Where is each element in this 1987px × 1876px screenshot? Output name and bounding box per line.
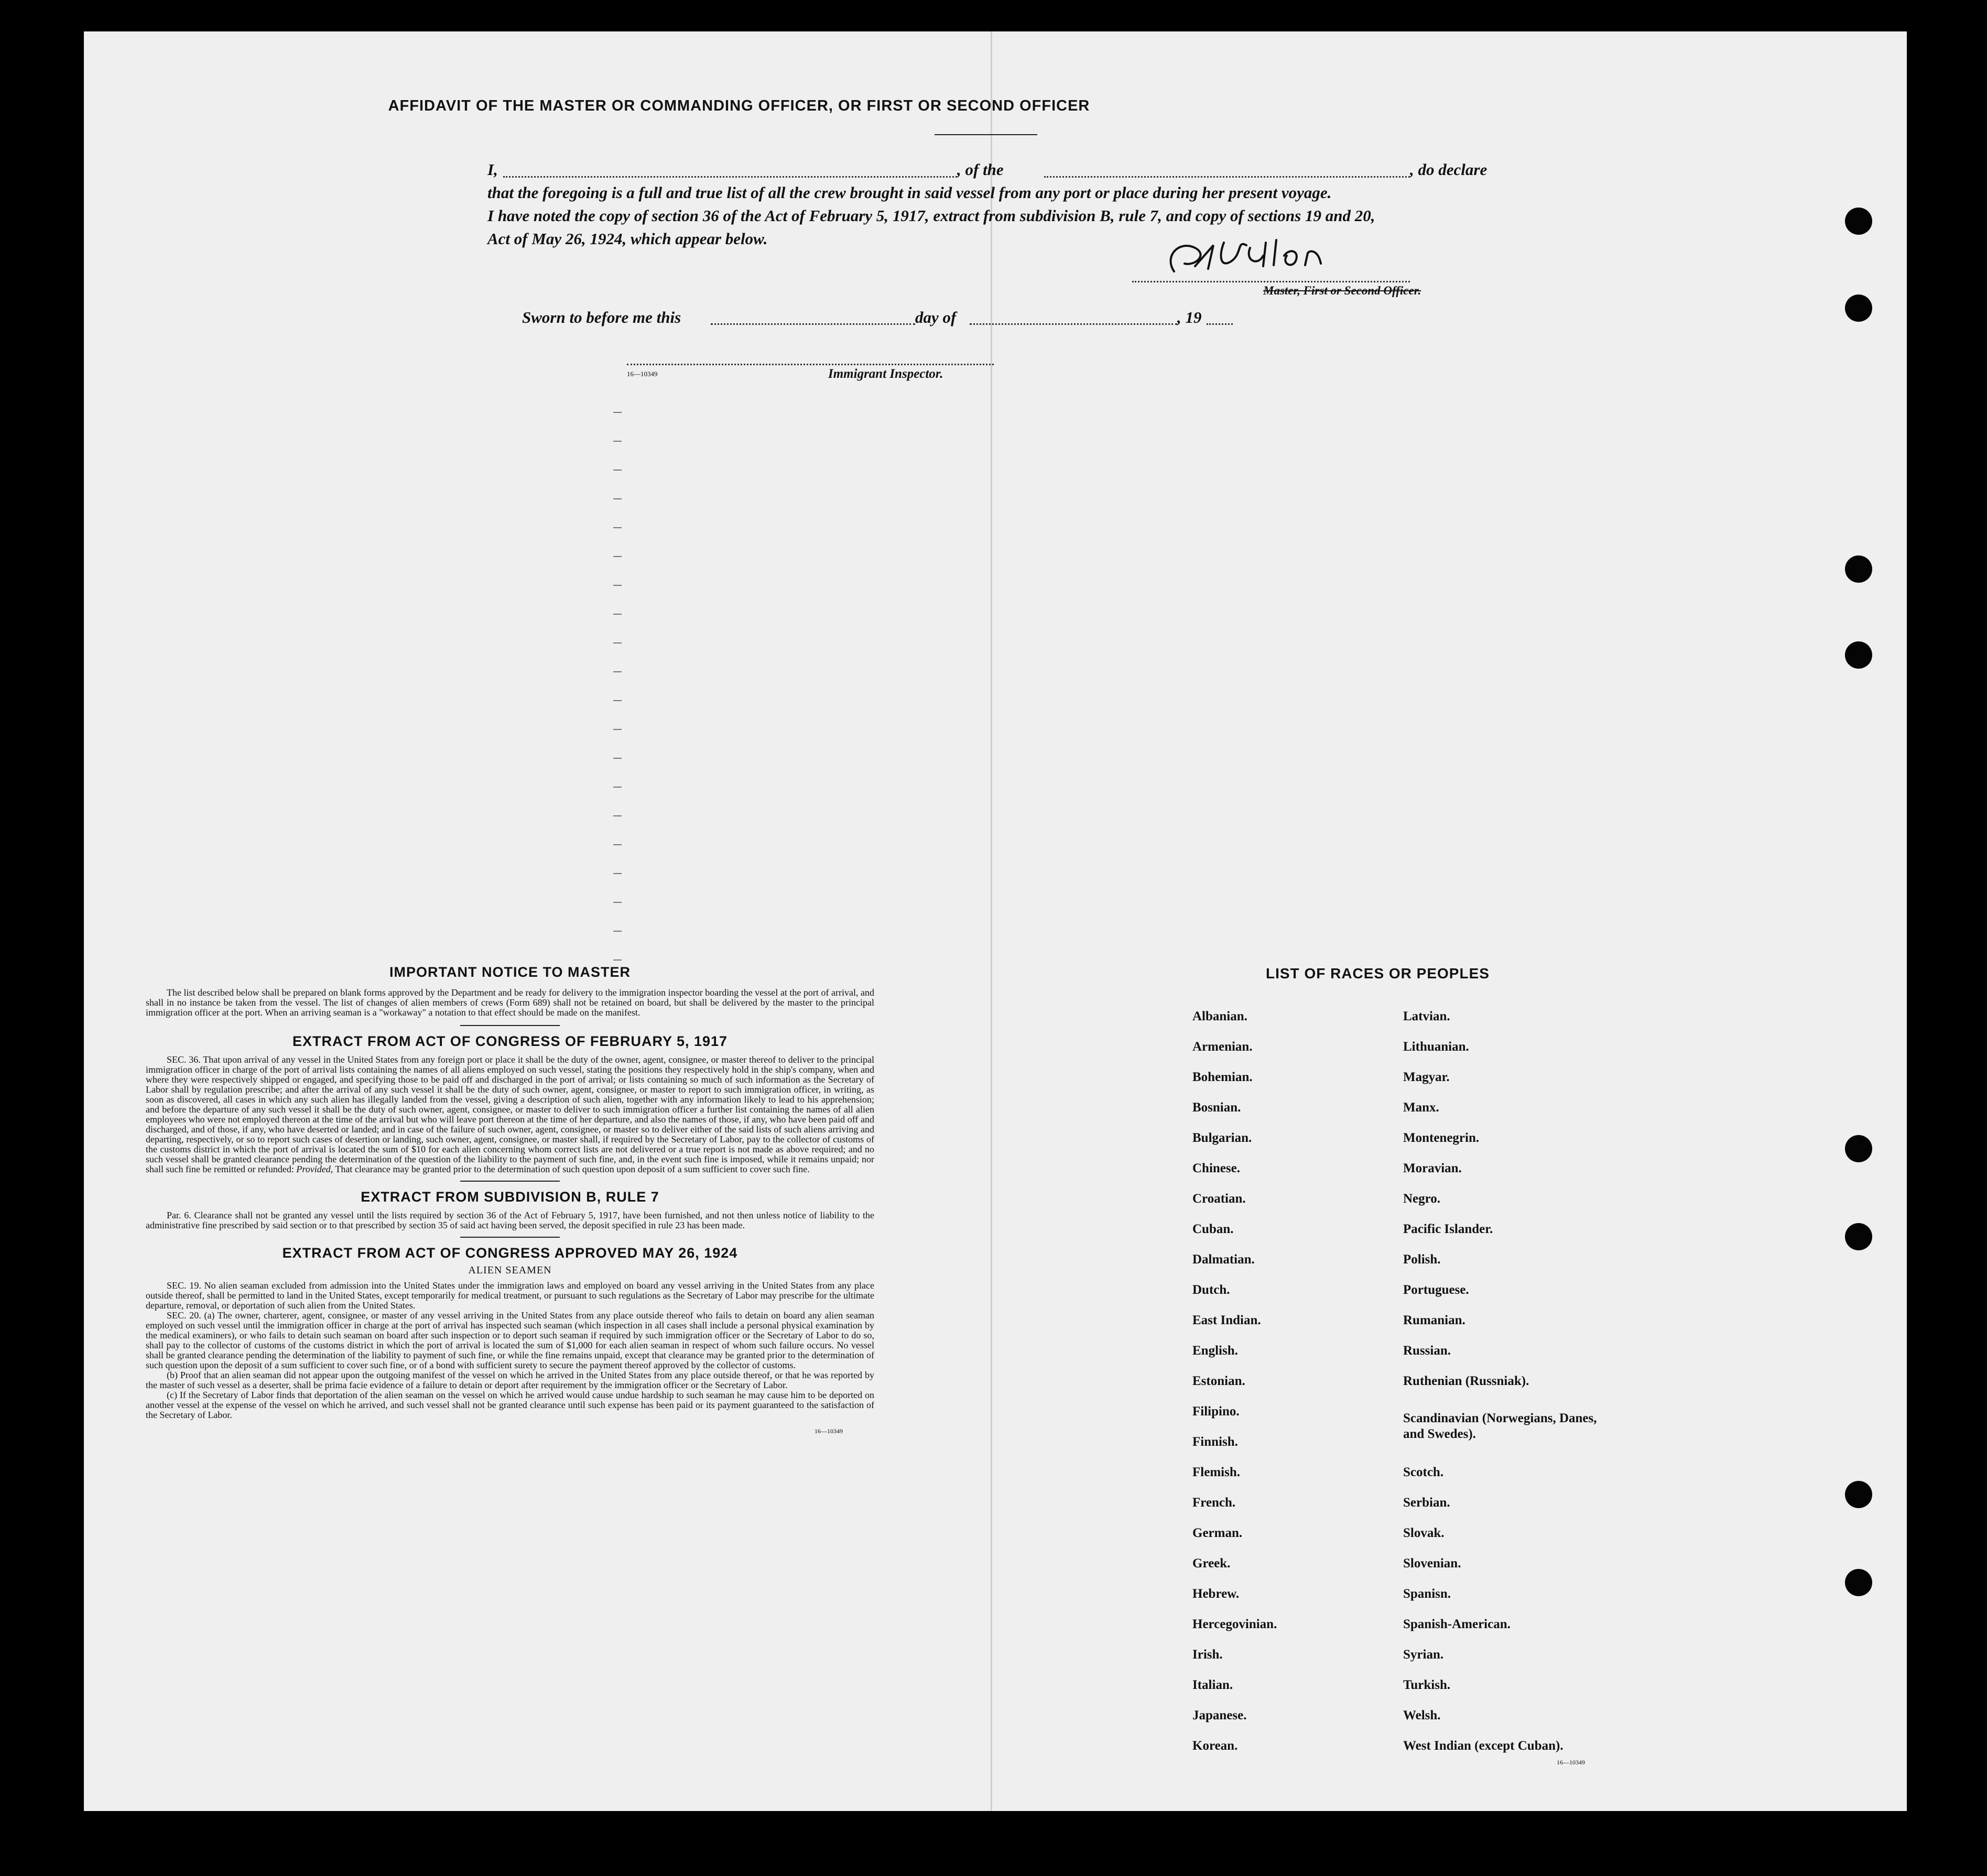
race-item: West Indian (except Cuban). xyxy=(1403,1739,1563,1753)
race-item: Albanian. xyxy=(1192,1009,1247,1023)
section-rule xyxy=(460,1237,560,1238)
inspector-caption: Immigrant Inspector. xyxy=(828,367,943,381)
race-item: German. xyxy=(1192,1526,1243,1540)
race-item: Lithuanian. xyxy=(1403,1040,1469,1054)
race-item: Spanish-American. xyxy=(1403,1617,1511,1631)
race-item: Pacific Islander. xyxy=(1403,1222,1493,1236)
affidavit-i-label: I, xyxy=(487,160,498,179)
extract-1917-title: EXTRACT FROM ACT OF CONGRESS OF FEBRUARY 5, 1917 xyxy=(292,1033,728,1049)
punch-hole xyxy=(1845,641,1872,669)
column-tick xyxy=(613,815,622,816)
race-item: Negro. xyxy=(1403,1192,1441,1206)
extract-1924-sec20b: (b) Proof that an alien seaman did not appear upon the outgoing manifest of the vessel on which he arrived in the United States from any place outside thereof, or that he was reported by the master of such vessel as a deserter, shall be prima facie evidence of a failure to detain or deport after requirement by the immigration officer or the Secretary of Labor. xyxy=(146,1370,874,1390)
column-tick xyxy=(613,959,622,961)
races-form-number: 16—10349 xyxy=(1557,1759,1585,1766)
column-tick xyxy=(613,787,622,788)
column-tick xyxy=(613,585,622,586)
race-item: Ruthenian (Russniak). xyxy=(1403,1374,1529,1388)
sworn-day-blank xyxy=(711,323,915,325)
extract-1917-text-end: That clearance may be granted prior to the determination of such question upon deposit of a sum sufficient to cover such fine. xyxy=(335,1164,810,1174)
race-item: Polish. xyxy=(1403,1252,1441,1267)
sworn-year-blank xyxy=(1207,323,1233,325)
race-item: Dalmatian. xyxy=(1192,1252,1255,1267)
race-item: Bulgarian. xyxy=(1192,1131,1252,1145)
signature-caption: Master, First or Second Officer. xyxy=(1263,284,1421,297)
race-item: French. xyxy=(1192,1496,1236,1510)
race-item: Finnish. xyxy=(1192,1435,1238,1449)
extract-1917-text: SEC. 36. That upon arrival of any vessel in the United States from any foreign port or place it shall be the duty of the owner, agent, consignee, or master thereof to deliver to the principal immigration officer in charge of the port of arrival lists containing the names of all aliens employed on such vessel, stating the positions they respectively hold in the ship's company, when and where they were respectively shipped or engaged, and specifying those to be paid off and discharged in the port of arrival; or lists containing so much of such information as the Secretary of Labor shall by regulation prescribe; and after the arrival of any such vessel it shall be the duty of such owner, agent, consignee, or master to report to such immigration officer, in writing, as soon as discovered, all cases in which any such alien has illegally landed from the vessel, giving a description of such alien, together with any information likely to lead to his apprehension; and before the departure of any such vessel it shall be the duty of such owner, agent, consignee, or master to deliver to such immigration officer a further list containing the names of all alien employees who were not employed thereon at the time of the arrival but who will leave port thereon at the time of her departure, and also the names of those, if any, who have been paid off and discharged, and of those, if any, who have deserted or landed; and in case of the failure of such owner, agent, consignee, or master so to deliver either of the said lists of such aliens arriving and departing, respectively, or so to report such cases of desertion or landing, such owner, agent, consignee, or master shall, if required by the Secretary of Labor, pay to the collector of customs of the customs district in which the port of arrival is located the sum of $10 for each alien concerning whom correct lists are not delivered or a true report is not made as above required; and no such vessel shall be granted clearance pending the determination of the question of the liability to the payment of such fine, and, in the event such fine is imposed, while it remains unpaid; nor shall such fine be remitted or refunded: xyxy=(146,1054,874,1174)
affidavit-line-2: that the foregoing is a full and true list of all the crew brought in said vessel from any port or place during her present voyage. xyxy=(487,183,1332,202)
race-item: Korean. xyxy=(1192,1739,1238,1753)
affidavit-do-declare: , do declare xyxy=(1410,160,1487,179)
column-tick xyxy=(613,614,622,615)
extract-rule7-body: Par. 6. Clearance shall not be granted any vessel until the lists required by section 36 of the Act of February 5, 1917, have been furnished, and not then unless notice of liability to the administrative fine prescribed by said section or to that prescribed by section 35 of said act having been served, the deposit specified in rule 23 has been made. xyxy=(146,1210,874,1230)
extract-1917-body xyxy=(146,1055,874,1174)
name-blank xyxy=(503,176,957,178)
race-item: Magyar. xyxy=(1403,1070,1450,1084)
document-page xyxy=(84,31,1907,1811)
column-tick xyxy=(613,412,622,413)
race-item: Turkish. xyxy=(1403,1678,1451,1692)
affidavit-line-3: I have noted the copy of section 36 of the Act of February 5, 1917, extract from subdivision B, rule 7, and copy of sections 19 and 20, xyxy=(487,206,1375,225)
column-tick xyxy=(613,700,622,701)
handwritten-signature xyxy=(1158,224,1378,282)
race-item: Slovenian. xyxy=(1403,1556,1461,1570)
column-tick xyxy=(613,527,622,528)
extract-1924-subtitle: ALIEN SEAMEN xyxy=(468,1264,552,1276)
race-item: Serbian. xyxy=(1403,1496,1450,1510)
column-tick xyxy=(613,498,622,499)
race-item: Latvian. xyxy=(1403,1009,1450,1023)
race-item: Scotch. xyxy=(1403,1465,1444,1479)
race-item: Bosnian. xyxy=(1192,1100,1241,1115)
race-item: Slovak. xyxy=(1403,1526,1445,1540)
race-item: Spanisn. xyxy=(1403,1587,1451,1601)
column-tick xyxy=(613,470,622,471)
affidavit-title: AFFIDAVIT OF THE MASTER OR COMMANDING OFFICER, OR FIRST OR SECOND OFFICER xyxy=(388,97,1090,114)
fold-line xyxy=(991,31,992,1811)
punch-hole xyxy=(1845,1223,1872,1250)
race-item: Montenegrin. xyxy=(1403,1131,1480,1145)
race-item: English. xyxy=(1192,1344,1238,1358)
race-item: Estonian. xyxy=(1192,1374,1245,1388)
section-rule xyxy=(460,1181,560,1182)
extract-1924-title: EXTRACT FROM ACT OF CONGRESS APPROVED MAY 26, 1924 xyxy=(282,1245,738,1261)
column-tick xyxy=(613,556,622,557)
affidavit-of-the: , of the xyxy=(957,160,1004,179)
sworn-label: Sworn to before me this xyxy=(522,308,681,326)
extract-1924-sec20c: (c) If the Secretary of Labor finds that deportation of the alien seaman on the vessel on which he arrived would cause undue hardship to such seaman he may cause him to be deported on another vessel at the expense of the vessel on which he arrived, and such vessel shall not be granted clearance until such expense has been paid or its payment guaranteed to the satisfaction of the Secretary of Labor. xyxy=(146,1390,874,1420)
punch-hole xyxy=(1845,555,1872,583)
race-item: Portuguese. xyxy=(1403,1283,1469,1297)
race-item: Flemish. xyxy=(1192,1465,1240,1479)
column-tick xyxy=(613,642,622,643)
race-item: East Indian. xyxy=(1192,1313,1261,1327)
punch-hole xyxy=(1845,1481,1872,1508)
race-item: Russian. xyxy=(1403,1344,1451,1358)
race-item: Rumanian. xyxy=(1403,1313,1465,1327)
race-item: Dutch. xyxy=(1192,1283,1230,1297)
section-rule xyxy=(460,1025,560,1026)
vessel-blank xyxy=(1044,176,1410,178)
race-item: Greek. xyxy=(1192,1556,1231,1570)
inspector-line xyxy=(627,364,994,365)
legal-notices xyxy=(146,964,874,1435)
race-item: Bohemian. xyxy=(1192,1070,1253,1084)
column-tick xyxy=(613,902,622,903)
column-tick xyxy=(613,441,622,442)
punch-hole xyxy=(1845,1569,1872,1596)
race-item: Hercegovinian. xyxy=(1192,1617,1277,1631)
extract-1924-sec19: SEC. 19. No alien seaman excluded from admission into the United States under the immigration laws and employed on board any vessel arriving in the United States from any place outside thereof, shall be permitted to land in the United States, except temporarily for medical treatment, or pursuant to such regulations as the Secretary of Labor may prescribe for the ultimate departure, removal, or deportation of such alien from the United States. xyxy=(146,1280,874,1311)
year-label: , 19 xyxy=(1177,308,1202,326)
race-item: Armenian. xyxy=(1192,1040,1253,1054)
punch-hole xyxy=(1845,295,1872,322)
race-item: Chinese. xyxy=(1192,1161,1240,1175)
affidavit-line-4: Act of May 26, 1924, which appear below. xyxy=(487,230,768,248)
extract-form-number: 16—10349 xyxy=(815,1427,843,1435)
punch-hole xyxy=(1845,1135,1872,1162)
column-tick xyxy=(613,931,622,932)
notice-title: IMPORTANT NOTICE TO MASTER xyxy=(389,964,631,980)
column-tick xyxy=(613,873,622,874)
race-item: Cuban. xyxy=(1192,1222,1234,1236)
column-tick xyxy=(613,758,622,759)
extract-rule7-title: EXTRACT FROM SUBDIVISION B, RULE 7 xyxy=(361,1189,659,1205)
notice-body: The list described below shall be prepared on blank forms approved by the Department and be ready for delivery to the immigration inspector boarding the vessel at the port of arrival, and shall in no instance be taken from the vessel. The list of changes of alien members of crews (Form 689) shall not be retained on board, but shall be delivered by the master to the principal immigration officer at the port. When an arriving seaman is a "workaway" a notation to that effect should be made on the manifest. xyxy=(146,987,874,1018)
race-item: Hebrew. xyxy=(1192,1587,1240,1601)
affidavit-form-number: 16—10349 xyxy=(627,370,658,378)
race-item: Scandinavian (Norwegians, Danes, and Swedes). xyxy=(1403,1411,1597,1441)
column-tick xyxy=(613,671,622,672)
signature-line xyxy=(1132,281,1410,282)
title-rule xyxy=(935,134,1037,135)
extract-1917-provided: Provided, xyxy=(296,1164,333,1174)
day-of-label: day of xyxy=(915,308,957,326)
race-item: Welsh. xyxy=(1403,1708,1441,1722)
sworn-month-blank xyxy=(970,323,1177,325)
race-item: Italian. xyxy=(1192,1678,1233,1692)
extract-1924-sec20a: SEC. 20. (a) The owner, charterer, agent, consignee, or master of any vessel arriving in the United States from any place outside thereof who fails to detain on board any alien seaman employed on such vessel until the immigration officer in charge at the port of arrival has inspected such seaman (which inspection in all cases shall include a personal physical examination by the medical examiners), or who fails to detain such seaman on board after such inspection or to deport such seaman if required by such immigration officer or the Secretary of Labor to do so, shall pay to the collector of customs of the customs district in which the port of arrival is located the sum of $1,000 for each alien seaman in respect of whom such failure occurs. No vessel shall be granted clearance pending the determination of the liability to payment of such fine, or while the fine remains unpaid, except that clearance may be granted prior to the determination of such question upon the deposit of a sum sufficient to cover such fine, or of a bond with sufficient surety to secure the payment thereof approved by the collector of customs. xyxy=(146,1310,874,1370)
column-tick xyxy=(613,729,622,730)
race-item: Moravian. xyxy=(1403,1161,1462,1175)
column-tick xyxy=(613,844,622,845)
race-item: Syrian. xyxy=(1403,1648,1444,1662)
races-title: LIST OF RACES OR PEOPLES xyxy=(1266,965,1490,981)
race-item: Croatian. xyxy=(1192,1192,1246,1206)
race-item: Manx. xyxy=(1403,1100,1439,1115)
race-item: Filipino. xyxy=(1192,1404,1240,1419)
race-item: Japanese. xyxy=(1192,1708,1247,1722)
race-item: Irish. xyxy=(1192,1648,1223,1662)
punch-hole xyxy=(1845,208,1872,235)
